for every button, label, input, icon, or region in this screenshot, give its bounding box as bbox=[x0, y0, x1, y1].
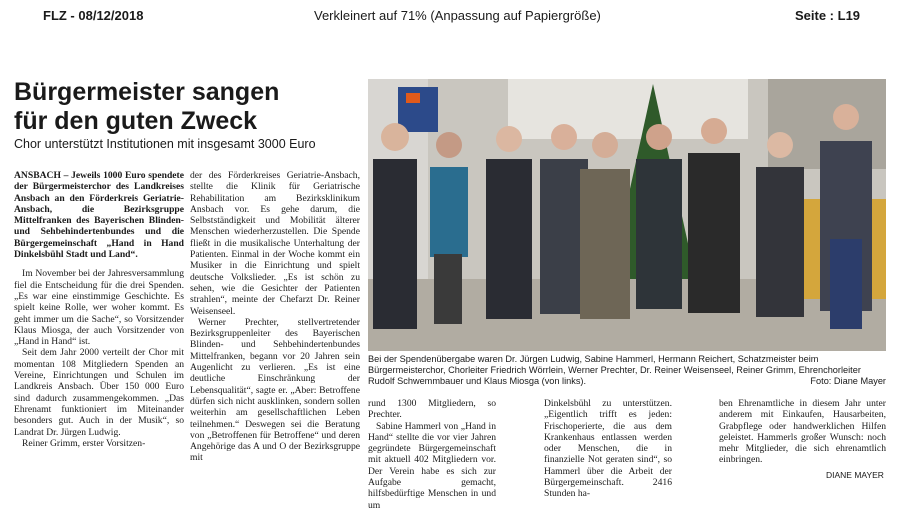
headline-line-1: Bürgermeister sangen bbox=[14, 78, 280, 106]
group-photo-illustration bbox=[368, 79, 886, 351]
article-author: DIANE MAYER bbox=[826, 470, 884, 480]
page-header bbox=[0, 0, 900, 26]
body-paragraph: Werner Prechter, stellvertretender Bezirksgruppenleiter des Bayerischen Blinden- und Sehbehindertenbundes Mittelfranken, begann vor 20 Jahren sein Augenlicht zu verlieren. „Es ist eine deutliche Einschränkung der Lebensqualität“, sagte er. „Aber: Betroffene dürfen sich nicht ausklinken, sondern sollen weiterhin am gesellschaftlichen Leben teilnehmen.“ Deswegen sei die Beratung von „Betroffenen für Betroffene“ und deren Angehörige das A und O der Bezirksgruppe mit bbox=[190, 316, 360, 464]
article-column-4 bbox=[544, 398, 672, 500]
publication-date: FLZ - 08/12/2018 bbox=[43, 8, 144, 23]
body-paragraph: der des Förderkreises Geriatrie-Ansbach, stellte die Klinik für Geriatrische Rehabilitation am Bezirksklinikum Ansbach vor. Es gehe darum, die Selbstständigkeit und Mobilität älterer Menschen wiederherzustellen. Die Spende fließt in die musikalische Unterhaltung der Patienten. Einmal in der Woche kommt ein Musiker in die Einrichtung und spielt deutsche Volkslieder. „Es ist schön zu sehen, wie die Gesichter der Patienten strahlen“, meinte der Chefarzt Dr. Reiner Weisenseel. bbox=[190, 170, 360, 317]
body-paragraph: Seit dem Jahr 2000 verteilt der Chor mit momentan 108 Mitgliedern Spenden an Vereine, Einrichtungen und Schulen im Landkreis Ansbach. Über 150 000 Euro sind dadurch zusammengekommen. „Das Ehrenamt funktioniert im Miteinander besonders gut. Auch in der Musik“, so Landrat Dr. Jürgen Ludwig. bbox=[14, 347, 184, 438]
group-photo bbox=[368, 79, 886, 351]
body-paragraph: Reiner Grimm, erster Vorsitzen- bbox=[22, 437, 146, 449]
article-column-1 bbox=[14, 170, 184, 449]
body-paragraph: Dinkelsbühl zu unterstützen. „Eigentlich trifft es jeden: Frischoperierte, die aus dem Krankenhaus entlassen werden oder Menschen, die in finanzielle Not geraten sind“, so Hammerl über die Arbeit der Bürgergemeinschaft. 2416 Stunden ha- bbox=[544, 398, 672, 500]
headline-line-2: für den guten Zweck bbox=[14, 107, 258, 135]
article-column-2 bbox=[190, 170, 360, 464]
headline bbox=[14, 78, 359, 136]
lead-paragraph: ANSBACH – Jeweils 1000 Euro spendete der Bürgermeisterchor des Landkreises Ansbach an den Förderkreis Geriatrie-Ansbach, die Bezirksgruppe Mittelfranken des Bayerischen Blinden- und Sehbehindertenbundes und die Bürgergemeinschaft „Hand in Hand Dinkelsbühl Stadt und Land“. bbox=[14, 170, 184, 261]
article-column-5 bbox=[719, 398, 886, 466]
page-number: Seite : L19 bbox=[795, 8, 861, 23]
photo-credit: Foto: Diane Mayer bbox=[810, 376, 886, 386]
print-scale-note: Verkleinert auf 71% (Anpassung auf Papiergröße) bbox=[314, 8, 601, 23]
article-column-3 bbox=[368, 398, 496, 511]
subheadline: Chor unterstützt Institutionen mit insgesamt 3000 Euro bbox=[14, 137, 316, 151]
body-paragraph: Im November bei der Jahresversammlung fiel die Entscheidung für die drei Spenden. „Es war eine einstimmige Geschichte. Es spielt keine Rolle, wer woher kommt. Es geht immer um die Sache“, so Vorsitzender Klaus Miosga, der auch Vorsitzender von „Hand in Hand“ ist. bbox=[14, 268, 184, 348]
body-paragraph: Sabine Hammerl von „Hand in Hand“ stellte die vor vier Jahren gegründete Bürgergemeinschaft mit aktuell 402 Mitgliedern vor. Der Verein habe es sich zur Aufgabe gemacht, hilfsbedürftige Menschen in und um bbox=[368, 420, 496, 511]
photo-caption: Bei der Spendenübergabe waren Dr. Jürgen Ludwig, Sabine Hammerl, Hermann Reichert, Schatzmeister beim Bürgermeisterchor, Chorleiter Friedrich Wörrlein, Werner Prechter, Dr. Reiner Weisenseel, Reiner Grimm, Ehrenchorleiter Rudolf Schwemmbauer und Klaus Miosga (von links). bbox=[368, 354, 861, 386]
body-paragraph: ben Ehrenamtliche in diesem Jahr unter anderem mit Einkaufen, Hausarbeiten, Grabpflege oder handwerklichen Hilfen geleistet. Hammerls großer Wunsch: noch mehr Mitglieder, die sich ehrenamtlich einbringen. bbox=[719, 398, 886, 466]
body-paragraph: rund 1300 Mitgliedern, so Prechter. bbox=[368, 398, 496, 421]
